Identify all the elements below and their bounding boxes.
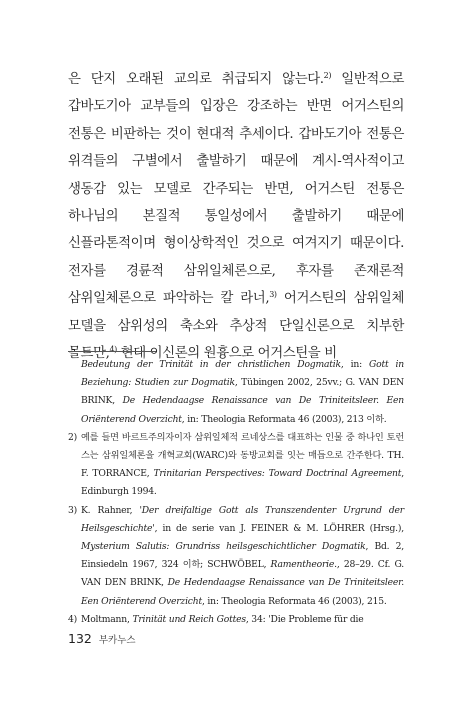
footnote-text: Moltmann, (81, 613, 133, 625)
footnote-4 (68, 611, 404, 629)
footnotes (68, 356, 404, 629)
footnote-title: Ramentheorie. (270, 559, 337, 571)
footnote-title: De Hedendaagse Renaissance van De Triniteitsleer. Een Oriënterend Overzicht (81, 577, 404, 607)
body-text-middle: 일반적으로 갑바도기아 교부들의 입장은 강조하는 반면 어거스틴의 전통은 비판하는 것이 현대적 추세이다. 갑바도기아 전통은 위격들의 구별에서 출발하기 때문에 계시-역사적이고 생동감 있는 모델로 간주되는 반면, 어거스틴 전통은 하나님의 본질적 통일성에서 출발하기 때문에 신플라톤적이며 형이상학적인 것으로 여겨지기 때문이다. 전자를 경륜적 삼위일체론으로, 후자를 존재론적 삼위일체론으로 파악하는 칼 라너, (68, 72, 404, 307)
footnote-text: K. Rahner, (81, 504, 140, 516)
footnote-continuation (68, 356, 404, 429)
footnote-number: 3) (68, 504, 78, 516)
body-text-before: 은 단지 오래된 교의로 취급되지 않는다. (68, 72, 324, 87)
body-text-middle-2: 어거스틴의 삼위일체 모델을 삼위성의 축소와 추상적 단일신론으로 치부한 몰트만, (68, 291, 405, 362)
footnote-text: , Edinburgh 1994. (81, 468, 404, 498)
footnote-text: 예를 들면 바르트주의자이자 삼위일체적 르네상스를 대표하는 인물 중 하나인 토런스는 삼위일체론을 개혁교회(WARC)와 동방교회를 잇는 매듭으로 간주한다. TH. F. TORRANCE, (81, 431, 404, 480)
footnote-text: , 28–29. Cf. G. VAN DEN BRINK, (81, 559, 404, 589)
footnote-body (81, 429, 404, 502)
footnote-ref-4: 4) (109, 345, 117, 355)
footnote-body (81, 502, 404, 611)
footnote-title: Trinitarian Perspectives: Toward Doctrinal Agreement (153, 468, 402, 480)
footnote-ref-2: 2) (323, 71, 332, 80)
footnote-text: , in: (340, 359, 370, 370)
footnote-2 (68, 429, 404, 502)
footnote-3 (68, 502, 404, 611)
footnote-ref-3: 3) (269, 290, 277, 300)
footnote-text: , in: Theologia Reformata 46 (2003), 215. (201, 595, 387, 607)
footnote-title: De Hedendaagse Renaissance van De Triniteitsleer. Een Oriënterend Overzicht (81, 395, 404, 425)
footnote-divider (68, 351, 156, 352)
footnote-title: 'Der dreifaltige Gott als Transzendenter Urgrund der Heilsgeschichte' (81, 504, 404, 534)
footnote-title: Trinität und Reich Gottes (132, 613, 246, 625)
footnote-number: 2) (68, 431, 78, 443)
footnote-body (81, 611, 404, 629)
footnote-text: , 34: 'Die Probleme für die (245, 613, 364, 625)
footnote-text: , Tübingen 2002, 25vv.; G. VAN DEN BRINK, (81, 377, 404, 407)
body-paragraph (68, 66, 404, 367)
footnote-number: 4) (68, 613, 78, 625)
footnote-text: , in de serie van J. FEINER & M. LÖHRER (Hrsg.), (154, 522, 404, 534)
footnote-title: Gott in Beziehung: Studien zur Dogmatik (81, 359, 405, 389)
body-text-after: 현대 이신론의 원흉으로 어거스틴을 비 (116, 346, 337, 362)
running-head: 부카누스 (98, 635, 136, 646)
footnote-title: Bedeutung der Trinität in der christlichen Dogmatik (81, 359, 341, 370)
footnote-text: , Bd. 2, Einsiedeln 1967, 324 이하; SCHWÖBEL, (81, 541, 404, 571)
page-footer (68, 631, 136, 646)
footnote-text: , in: Theologia Reformata 46 (2003), 213 이하. (181, 413, 387, 425)
footnote-title: Mysterium Salutis: Grundriss heilsgeschichtlicher Dogmatik (81, 541, 366, 553)
page-number: 132 (68, 631, 92, 646)
